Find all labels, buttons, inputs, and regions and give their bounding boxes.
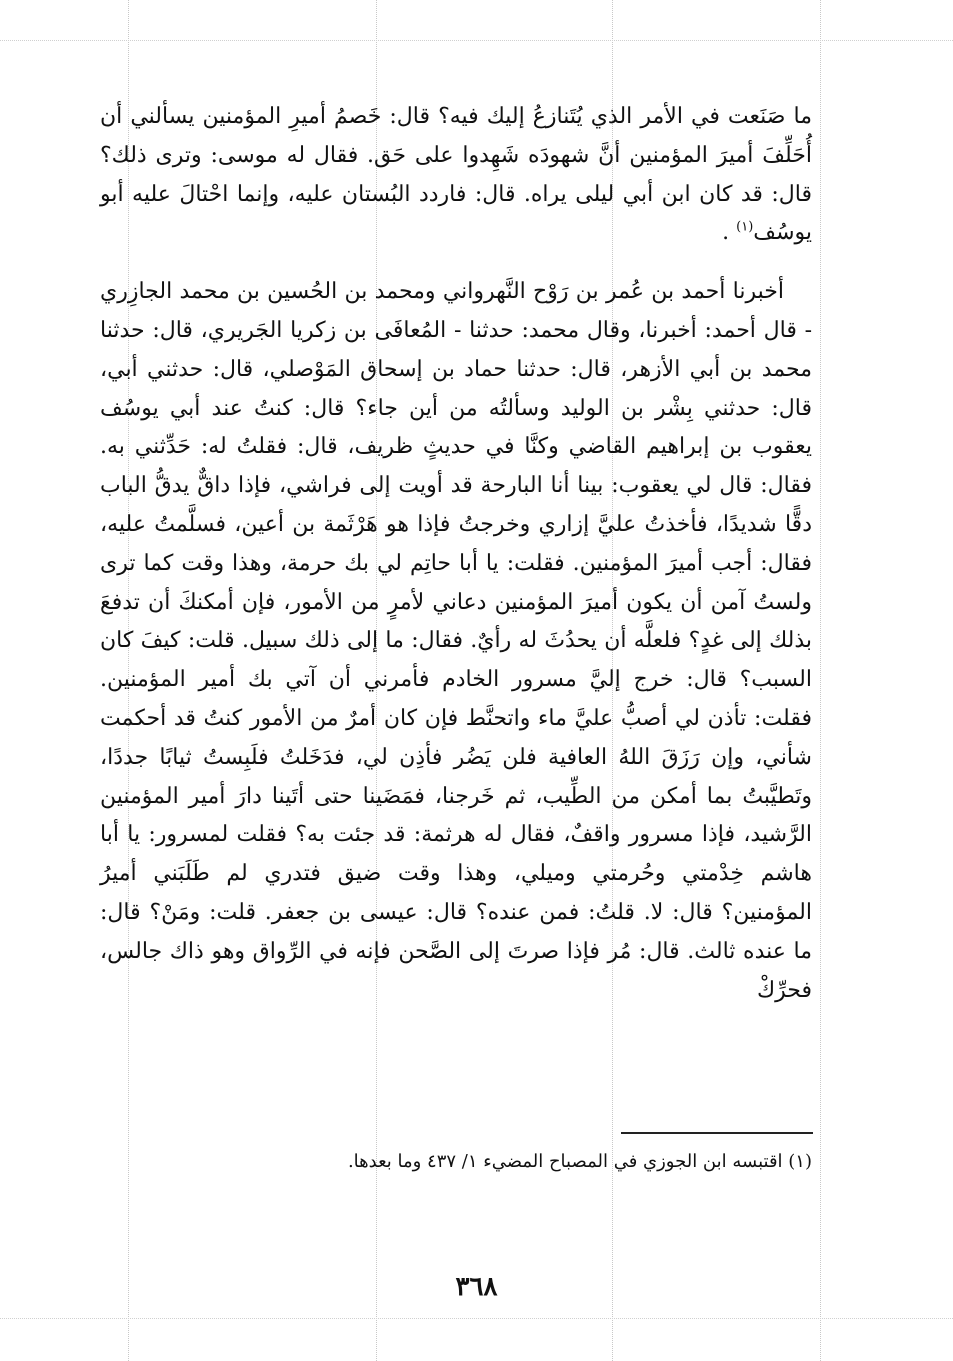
scan-guide-line [0,1318,953,1319]
footnote-separator [621,1132,813,1134]
paragraph-1 [100,98,812,253]
paragraph-2: أخبرنا أحمد بن عُمر بن رَوْح النَّهرواني ومحمد بن الحُسين بن محمد الجازِري - قال أحمد: أخبرنا، وقال محمد: حدثنا - المُعافَى بن زكريا الجَريري، قال: حدثنا محمد بن أبي الأزهر، قال: حدثنا حماد بن إسحاق المَوْصلي، قال: حدثني أبي، قال: حدثني بِشْر بن الوليد وسألتُه من أين جاء؟ قال: كنتُ عند أبي يوسُف يعقوب بن إبراهيم القاضي وكنَّا في حديثٍ ظريف، قال: فقلتُ له: حَدِّثني به. فقال: قال لي يعقوب: بينا أنا البارحة قد أويت إلى فراشي، فإذا داقٌّ يدقُّ الباب دقًّا شديدًا، فأخذتُ عليَّ إزاري وخرجتُ فإذا هو هَرْثَمة بن أعين، فسلَّمتُ عليه، فقال: أجب أميرَ المؤمنين. فقلت: يا أبا حاتِم لي بك حرمة، وهذا وقت كما ترى ولستُ آمن أن يكون أميرَ المؤمنين دعاني لأمرٍ من الأمور، فإن أمكنكَ أن تدفعَ بذلك إلى غدٍ؟ فلعلَّه أن يحدُثَ له رأيٌ. فقال: ما إلى ذلك سبيل. قلت: كيفَ كان السبب؟ قال: خرج إليَّ مسرور الخادم فأمرني أن آتي بك أمير المؤمنين. فقلت: تأذن لي أصبُّ عليَّ ماء واتحنَّط فإن كان أمرٌ من الأمور كنتُ قد أحكمت شأني، وإن رَزَقَ اللهُ العافية فلن يَضُر فأذِن لي، فدَخَلتُ فلَبِستُ ثيابًا جددًا، وتَطيَّبتُ بما أمكن من الطِّيب، ثم خَرجنا، فمَضَينا حتى أتَينا دارَ أمير المؤمنين الرَّشيد، فإذا مسرور واقفٌ، فقال له هرثمة: قد جئت به؟ فقلت لمسرور: يا أبا هاشم خِدْمتي وحُرمتي وميلي، وهذا وقت ضيق فتدري لم طَلَبَني أميرُ المؤمنين؟ قال: لا. قلتُ: فمن عنده؟ قال: عيسى بن جعفر. قلت: ومَنْ؟ قال: ما عنده ثالث. قال: مُر فإذا صرتَ إلى الصَّحن فإنه في الرِّواق وهو ذاك جالس، فحرِّكْ [100,279,812,1003]
footnote: (١) اقتبسه ابن الجوزي في المصباح المضيء ١/ ٤٣٧ وما بعدها. [347,1151,812,1172]
paragraph-1-text: ما صَنَعت في الأمر الذي يُتَنازعُ إليك فيه؟ قال: خَصمُ أميرِ المؤمنين يسألني أن أُحَلِّفَ أميرَ المؤمنين أنَّ شهودَه شَهِدوا على حَق. فقال له موسى: وترى ذلك؟ قال: قد كان ابن أبي ليلى يراه. قال: فاردد البُستان عليه، وإنما احْتالَ عليه أبو يوسُف [100,104,812,246]
footnote-reference: (١) [736,220,754,236]
paragraph-1-tail: . [722,220,737,246]
main-text [100,98,812,1010]
scan-guide-line [0,40,953,41]
scan-guide-line [820,0,821,1361]
page-number: ٣٦٨ [455,1272,498,1302]
